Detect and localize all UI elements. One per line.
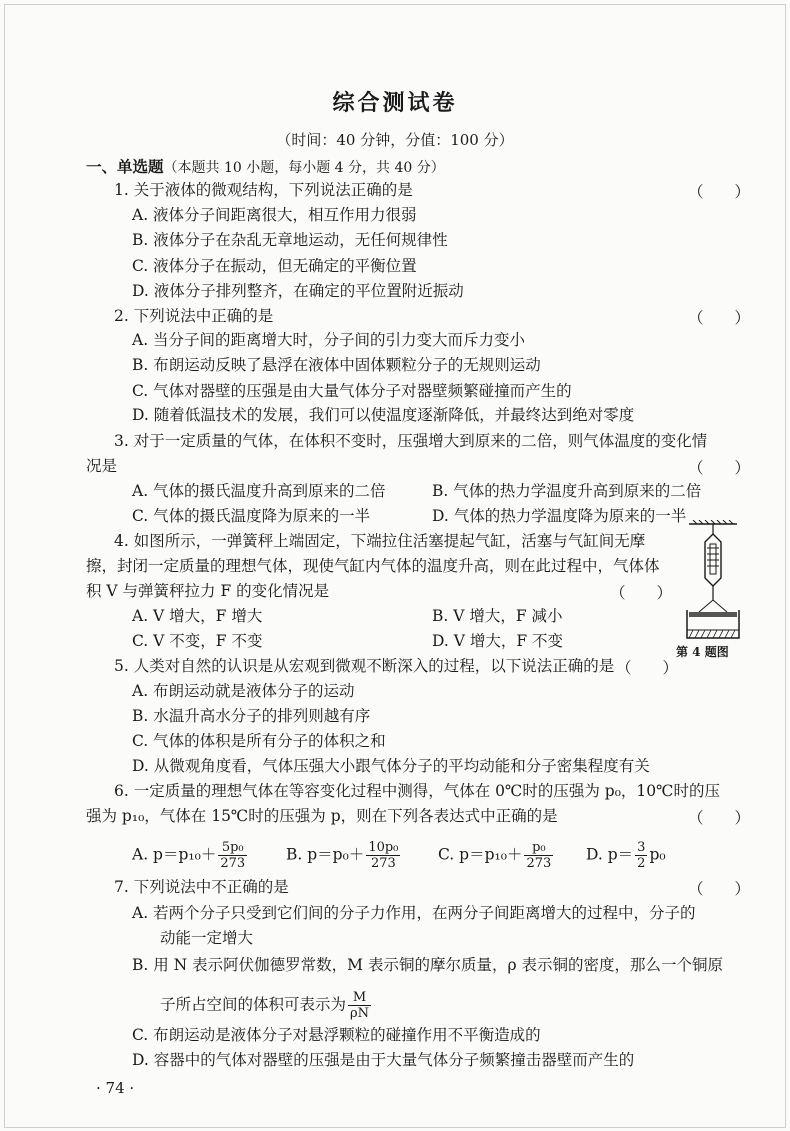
q6-option-c-denominator: 273 <box>526 856 552 871</box>
q3-option-b: B. 气体的热力学温度升高到原来的二倍 <box>432 482 702 500</box>
q6-option-d-fraction <box>635 840 647 871</box>
q6-option-a-fraction <box>218 840 247 871</box>
q4-stem-line2: 擦，封闭一定质量的理想气体，现使气缸内气体的温度升高，则在此过程中，气体体 <box>86 557 660 575</box>
q5-option-d: D. 从微观角度看，气体压强大小跟气体分子的平均动能和分子密集程度有关 <box>132 757 650 775</box>
q6-option-a-numerator: 5p₀ <box>218 840 247 856</box>
q6-option-d-text: D. p＝ <box>586 845 634 864</box>
q2-answer-blank: （ ） <box>688 309 751 327</box>
page-title: 综合测试卷 <box>332 90 458 116</box>
q3-option-c: C. 气体的摄氏温度降为原来的一半 <box>132 507 371 525</box>
q7-option-c: C. 布朗运动是液体分子对悬浮颗粒的碰撞作用不平衡造成的 <box>132 1026 541 1044</box>
q5-option-b: B. 水温升高水分子的排列则越有序 <box>132 707 371 725</box>
q6-option-b-text: B. p＝p₀＋ <box>286 845 365 864</box>
q6-stem-line2: 强为 p₁₀，气体在 15℃时的压强为 p，则在下列各表达式中正确的是 <box>86 807 558 825</box>
q3-answer-blank: （ ） <box>688 459 751 477</box>
q6-option-d-suffix: p₀ <box>649 845 666 864</box>
q2-option-d: D. 随着低温技术的发展，我们可以使温度逐渐降低，并最终达到绝对零度 <box>132 406 635 424</box>
q7-option-a-line2: 动能一定增大 <box>160 929 254 947</box>
q5-answer-blank: （ ） <box>616 659 679 677</box>
q1-option-d: D. 液体分子排列整齐，在确定的平位置附近振动 <box>132 282 464 300</box>
q6-answer-blank: （ ） <box>688 809 751 827</box>
q6-option-a-denominator: 273 <box>220 856 246 871</box>
q2-option-a: A. 当分子间的距离增大时，分子间的引力变大而斥力变小 <box>132 331 526 349</box>
q7-option-b-line2 <box>160 990 373 1021</box>
spring-scale-cylinder-figure <box>683 520 743 640</box>
q7-answer-blank: （ ） <box>688 880 751 898</box>
q4-figure-caption: 第 4 题图 <box>676 645 729 659</box>
section-label: 一、单选题 <box>86 157 164 176</box>
q4-option-c: C. V 不变，F 不变 <box>132 632 263 650</box>
q7-option-b-numerator: M <box>348 990 371 1006</box>
q6-option-b-fraction <box>366 840 400 871</box>
q7-option-a-line1: A. 若两个分子只受到它们间的分子力作用，在两分子间距离增大的过程中，分子的 <box>132 904 696 922</box>
q6-option-b <box>286 840 402 871</box>
q4-answer-blank: （ ） <box>610 584 673 602</box>
q6-option-a <box>132 840 249 871</box>
q7-option-b-text: 子所占空间的体积可表示为 <box>160 995 347 1014</box>
section-note: （本题共 10 小题，每小题 4 分，共 40 分） <box>163 160 445 176</box>
q3-stem-line2: 况是 <box>86 457 118 475</box>
q4-stem-line1: 4. 如图所示，一弹簧秤上端固定，下端拉住活塞提起气缸，活塞与气缸间无摩 <box>114 532 646 550</box>
q2-option-c: C. 气体对器壁的压强是由大量气体分子对器壁频繁碰撞而产生的 <box>132 382 572 400</box>
q4-option-a: A. V 增大，F 增大 <box>132 607 263 625</box>
q4-option-b: B. V 增大，F 减小 <box>432 607 563 625</box>
section-heading <box>86 157 445 178</box>
q6-option-b-numerator: 10p₀ <box>368 840 399 855</box>
q5-stem: 5. 人类对自然的认识是从宏观到微观不断深入的过程，以下说法正确的是 <box>114 657 615 675</box>
q6-option-d-denominator: 2 <box>637 856 646 871</box>
q7-option-b-fraction <box>348 990 371 1021</box>
q6-option-b-denominator: 273 <box>370 856 396 871</box>
q6-option-c-text: C. p＝p₁₀＋ <box>438 845 523 864</box>
q1-option-b: B. 液体分子在杂乱无章地运动，无任何规律性 <box>132 231 448 249</box>
q3-option-d: D. 气体的热力学温度降为原来的一半 <box>432 507 687 525</box>
q6-option-c-numerator: p₀ <box>524 840 553 856</box>
q5-option-a: A. 布朗运动就是液体分子的运动 <box>132 682 355 700</box>
q5-option-c: C. 气体的体积是所有分子的体积之和 <box>132 732 386 750</box>
q6-option-d <box>586 840 666 871</box>
q6-option-a-text: A. p＝p₁₀＋ <box>132 845 217 864</box>
q4-option-d: D. V 增大，F 不变 <box>432 632 564 650</box>
q7-option-b-line1: B. 用 N 表示阿伏伽德罗常数，M 表示铜的摩尔质量，ρ 表示铜的密度，那么一个铜原 <box>132 956 724 974</box>
q2-option-b: B. 布朗运动反映了悬浮在液体中固体颗粒分子的无规则运动 <box>132 356 541 374</box>
q1-answer-blank: （ ） <box>688 183 751 201</box>
q1-option-a: A. 液体分子间距离很大，相互作用力很弱 <box>132 206 417 224</box>
q7-option-b-denominator: ρN <box>350 1006 370 1021</box>
q1-option-c: C. 液体分子在振动，但无确定的平衡位置 <box>132 257 417 275</box>
q2-stem: 2. 下列说法中正确的是 <box>114 307 274 325</box>
q6-option-c-fraction <box>524 840 553 871</box>
q3-stem-line1: 3. 对于一定质量的气体，在体积不变时，压强增大到原来的二倍，则气体温度的变化情 <box>114 432 708 450</box>
q3-option-a: A. 气体的摄氏温度升高到原来的二倍 <box>132 482 386 500</box>
q4-stem-line3: 积 V 与弹簧秤拉力 F 的变化情况是 <box>86 582 330 600</box>
q1-stem: 1. 关于液体的微观结构，下列说法正确的是 <box>114 181 413 199</box>
q6-option-d-numerator: 3 <box>637 840 646 855</box>
q7-option-d: D. 容器中的气体对器壁的压强是由于大量气体分子频繁撞击器壁而产生的 <box>132 1051 635 1069</box>
q7-stem: 7. 下列说法中不正确的是 <box>114 878 289 896</box>
q6-option-c <box>438 840 555 871</box>
q6-stem-line1: 6. 一定质量的理想气体在等容变化过程中测得，气体在 0℃时的压强为 p₀，10℃时的压 <box>114 782 720 800</box>
exam-info: （时间：40 分钟，分值：100 分） <box>276 131 514 149</box>
page-number: · 74 · <box>96 1079 135 1097</box>
